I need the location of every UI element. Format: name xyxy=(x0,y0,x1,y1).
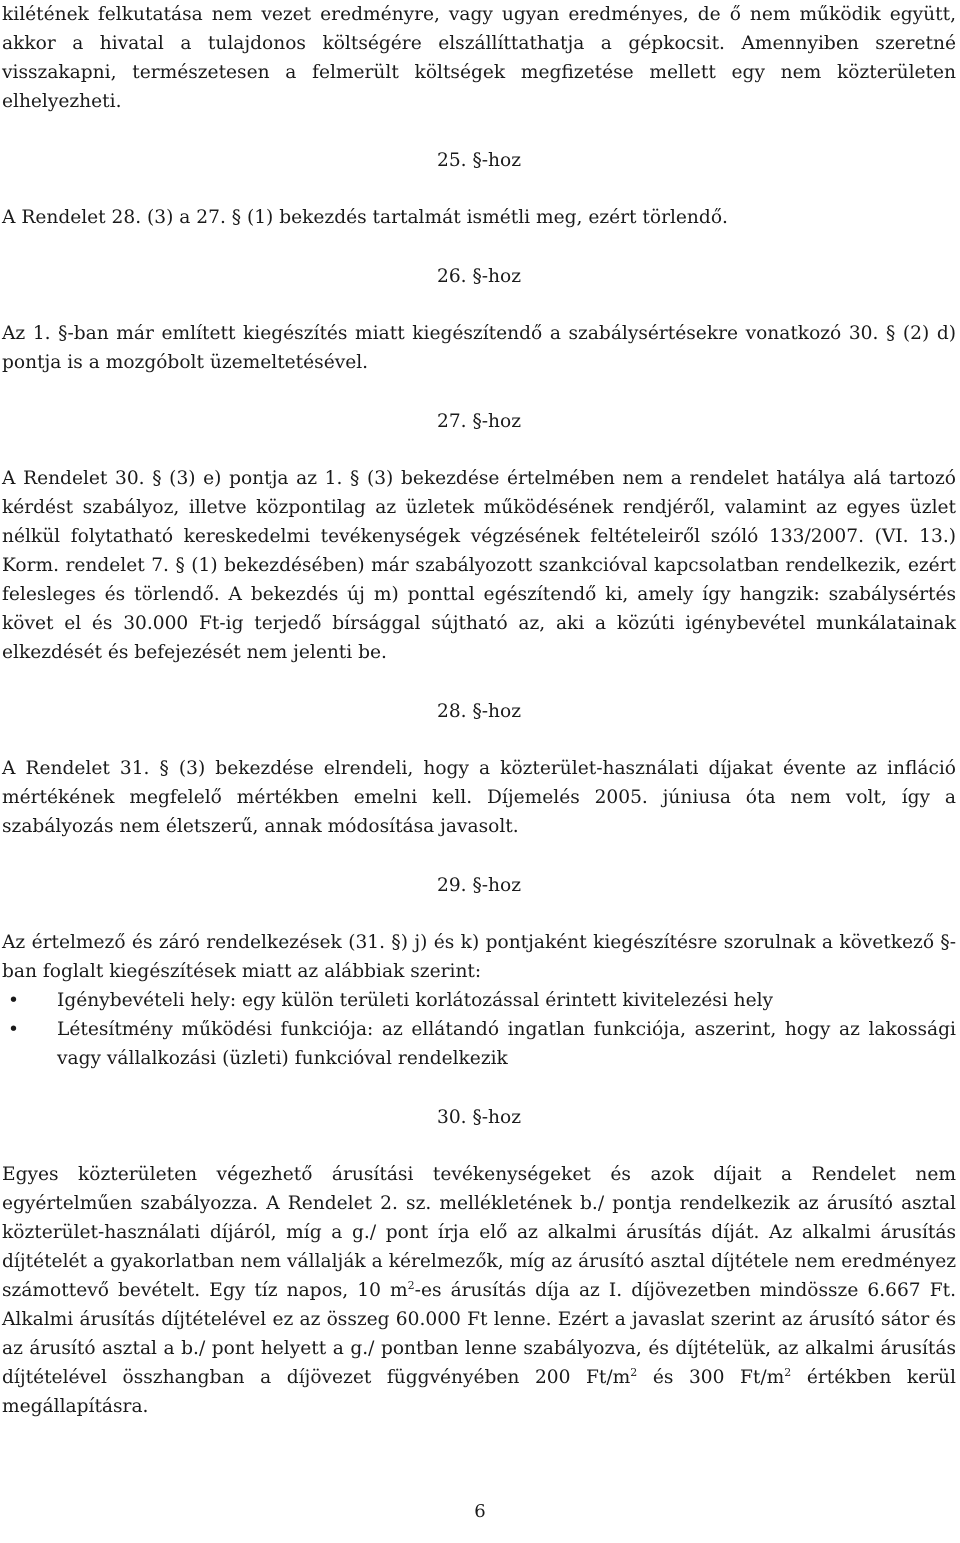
spacer xyxy=(2,377,956,407)
section-29-bullet-list xyxy=(2,986,956,1073)
page-number: 6 xyxy=(474,1501,486,1522)
spacer xyxy=(2,1132,956,1160)
list-item-text: Igénybevételi hely: egy külön területi korlátozással érintett kivitelezési hely xyxy=(57,990,774,1011)
spacer xyxy=(2,1073,956,1103)
spacer xyxy=(2,841,956,871)
section-26-paragraph: Az 1. §-ban már említett kiegészítés miatt kiegészítendő a szabálysértésekre vonatkozó 30. § (2) d) pontja is a mozgóbolt üzemeltetésével. xyxy=(2,323,956,373)
section-25-paragraph: A Rendelet 28. (3) a 27. § (1) bekezdés tartalmát ismétli meg, ezért törlendő. xyxy=(2,207,728,228)
section-30-text-part2: -es árusítás díja az I. díjövezetben mindössze 6.667 Ft. Alkalmi árusítás díjtételével ez az összeg 60.000 Ft lenne. Ezért a javaslat szerint az árusító sátor és az árusító asztal a b./ pont helyett a g./ pontban lenne szabályozva, és díjtételük, az alkalmi árusítás díjtételével összhangban a díjövezet függvényében 200 Ft/m xyxy=(2,1280,956,1388)
spacer xyxy=(2,175,956,203)
section-28-heading: 28. §-hoz xyxy=(436,701,522,722)
list-item xyxy=(2,1015,956,1073)
section-30-paragraph xyxy=(2,1160,956,1421)
section-29-heading: 29. §-hoz xyxy=(436,875,522,896)
section-27-heading: 27. §-hoz xyxy=(436,411,522,432)
spacer xyxy=(2,232,956,262)
spacer xyxy=(2,436,956,464)
section-28-paragraph: A Rendelet 31. § (3) bekezdése elrendeli, hogy a közterület-használati díjakat évente az infláció mértékének megfelelő mértékben emelni kell. Díjemelés 2005. júniusa óta nem volt, így a szabályozás nem életszerű, annak módosítása javasolt. xyxy=(2,758,956,837)
bullet-icon: • xyxy=(8,1019,19,1040)
section-27-paragraph: A Rendelet 30. § (3) e) pontja az 1. § (3) bekezdése értelmében nem a rendelet hatálya alá tartozó kérdést szabályoz, illetve központilag az üzletek működésének rendjéről, valamint az egyes üzlet nélkül folytatható kereskedelmi tevékenységek végzésének feltételeiről szóló 133/2007. (VI. 13.) Korm. rendelet 7. § (1) bekezdésében) már szabályozott szankcióval kapcsolatban rendelkezik, ezért felesleges és törlendő. A bekezdés új m) ponttal egészítendő ki, amely így hangzik: szabálysértés követ el és 30.000 Ft-ig terjedő bírsággal sújtható az, aki a közúti igénybevétel munkálatainak elkezdését és befejezését nem jelenti be. xyxy=(2,468,956,663)
spacer xyxy=(2,726,956,754)
section-29-paragraph: Az értelmező és záró rendelkezések (31. §) j) és k) pontjaként kiegészítésre szorulnak a következő §-ban foglalt kiegészítések miatt az alábbiak szerint: xyxy=(2,932,956,982)
section-30-text-part1: Egyes közterületen végezhető árusítási tevékenységeket és azok díjait a Rendelet nem egyértelműen szabályozza. A Rendelet 2. sz. mellékletének b./ pontja rendelkezik az árusító asztal közterület-használati díjáról, míg a g./ pont írja elő az alkalmi árusítás díját. Az alkalmi árusítás díjtételét a gyakorlatban nem vállalják a kérelmezők, míg az árusító asztal díjtétele nem eredményez számottevő bevételt. Egy tíz napos, 10 m xyxy=(2,1164,956,1301)
superscript: 2 xyxy=(407,1278,415,1292)
section-30-text-part4: értékben kerül megállapításra. xyxy=(2,1367,956,1417)
intro-paragraph: kilétének felkutatása nem vezet eredményre, vagy ugyan eredményes, de ő nem működik együtt, akkor a hivatal a tulajdonos költségére elszállíttathatja a gépkocsit. Amennyiben szeretné visszakapni, természetesen a felmerült költségek megfizetése mellett egy nem közterületen elhelyezheti. xyxy=(2,4,956,112)
section-30-heading: 30. §-hoz xyxy=(436,1107,522,1128)
spacer xyxy=(2,116,956,146)
spacer xyxy=(2,900,956,928)
bullet-icon: • xyxy=(8,990,19,1011)
section-25-heading: 25. §-hoz xyxy=(436,150,522,171)
spacer xyxy=(2,667,956,697)
list-item-text: Létesítmény működési funkciója: az ellátandó ingatlan funkciója, aszerint, hogy az lakossági vagy vállalkozási (üzleti) funkcióval rendelkezik xyxy=(57,1019,956,1069)
superscript: 2 xyxy=(784,1365,792,1379)
section-30-text-part3: és 300 Ft/m xyxy=(637,1367,785,1388)
section-26-heading: 26. §-hoz xyxy=(436,266,522,287)
list-item xyxy=(2,986,956,1015)
spacer xyxy=(2,291,956,319)
superscript: 2 xyxy=(630,1365,638,1379)
